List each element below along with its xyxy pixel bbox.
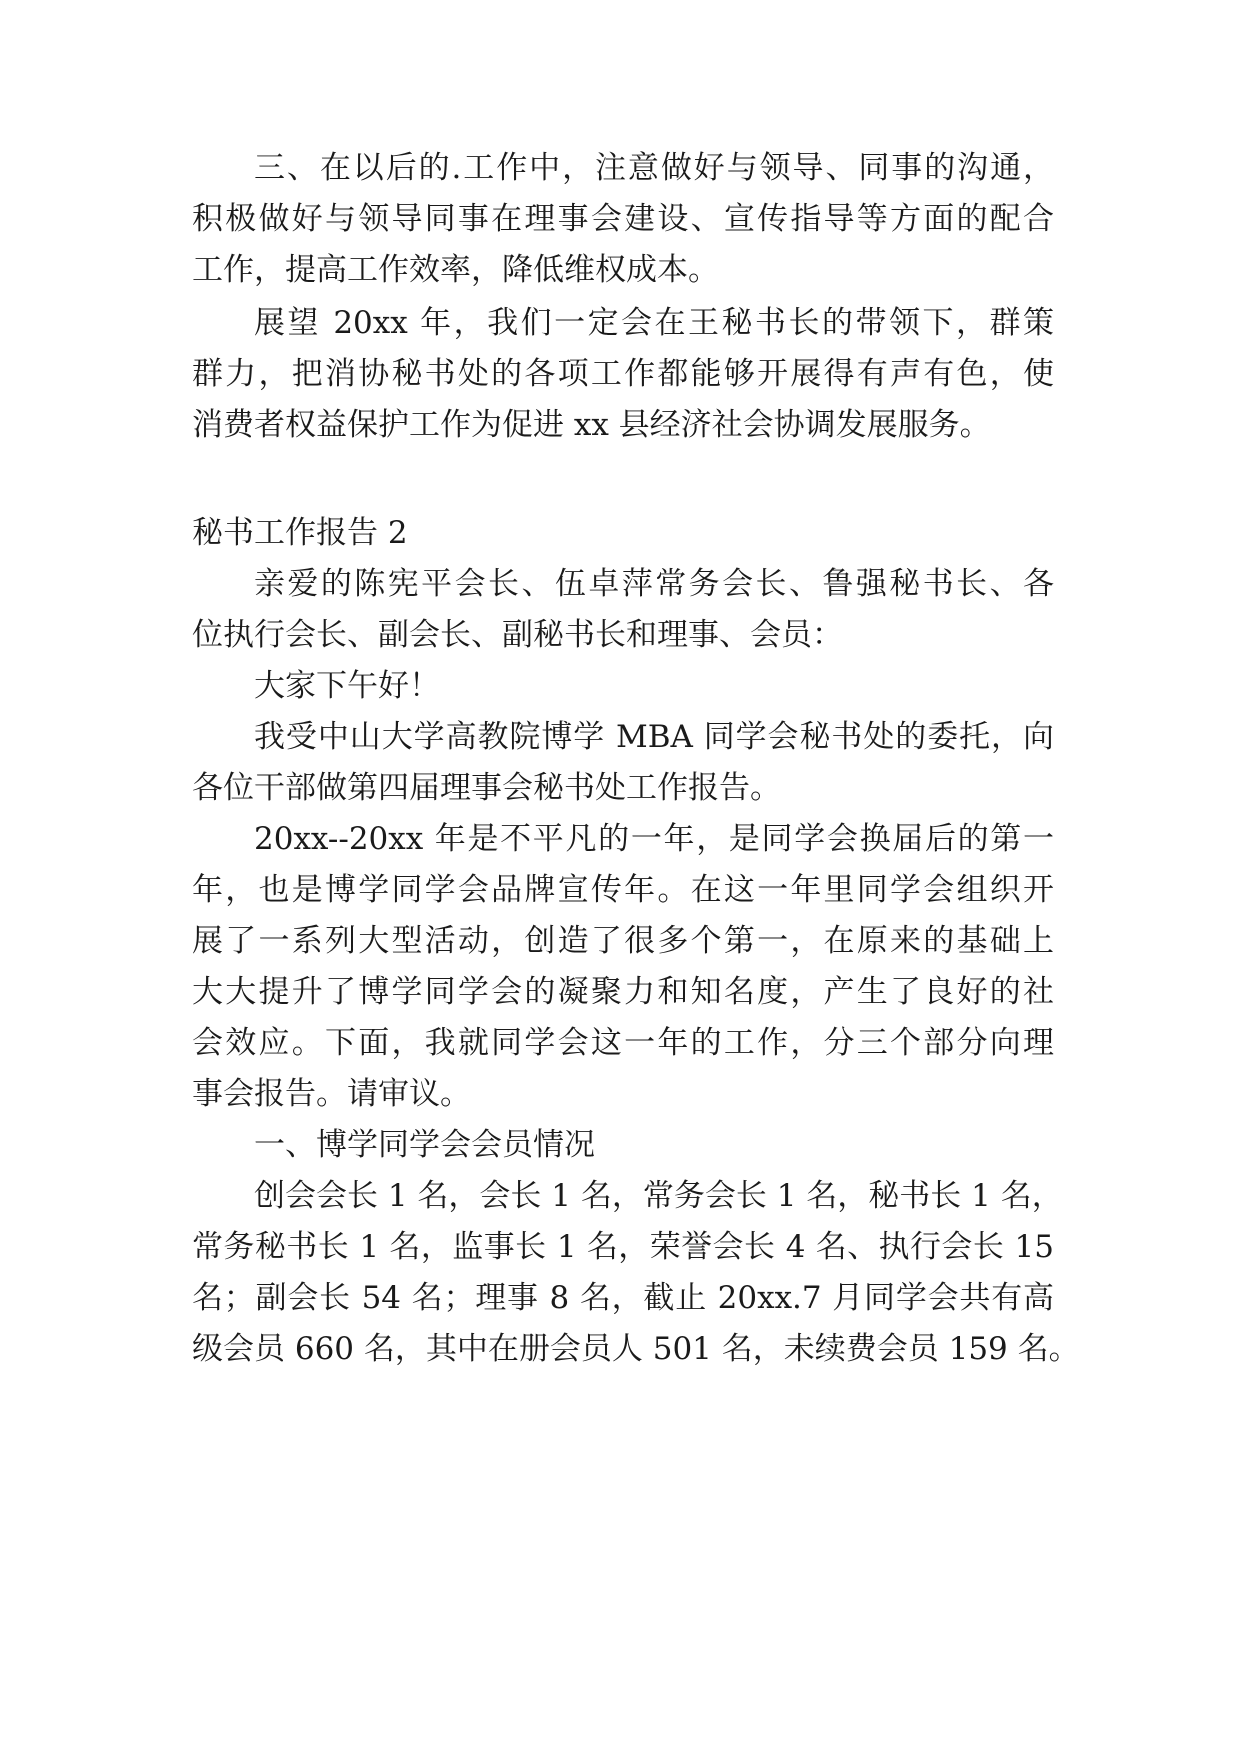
paragraph-line: 展望 20xx 年，我们一定会在王秘书长的带领下，群策 [254,305,1054,341]
paragraph-line: 常务秘书长 1 名，监事长 1 名，荣誉会长 4 名、执行会长 15 [192,1229,1054,1265]
paragraph-line: 会效应。下面，我就同学会这一年的工作，分三个部分向理 [192,1025,1054,1061]
paragraph-line: 消费者权益保护工作为促进 xx 县经济社会协调发展服务。 [192,407,991,443]
paragraph-line: 三、在以后的.工作中，注意做好与领导、同事的沟通， [254,150,1054,186]
paragraph-line: 亲爱的陈宪平会长、伍卓萍常务会长、鲁强秘书长、各 [254,566,1054,602]
paragraph-line: 级会员 660 名，其中在册会员人 501 名，未续费会员 159 名。 [192,1331,1080,1367]
paragraph-line: 展了一系列大型活动，创造了很多个第一，在原来的基础上 [192,923,1054,959]
paragraph-line: 事会报告。请审议。 [192,1076,471,1112]
paragraph-line: 大大提升了博学同学会的凝聚力和知名度，产生了良好的社 [192,974,1054,1010]
paragraph-line: 各位干部做第四届理事会秘书处工作报告。 [192,770,781,806]
paragraph-line: 年，也是博学同学会品牌宣传年。在这一年里同学会组织开 [192,872,1054,908]
paragraph-line: 工作，提高工作效率，降低维权成本。 [192,252,719,288]
paragraph-line: 群力，把消协秘书处的各项工作都能够开展得有声有色，使 [192,356,1054,392]
paragraph-line: 20xx--20xx 年是不平凡的一年，是同学会换届后的第一 [254,821,1054,857]
section-title: 秘书工作报告 2 [192,515,408,551]
section-heading: 一、博学同学会会员情况 [254,1127,595,1163]
paragraph-line: 位执行会长、副会长、副秘书长和理事、会员： [192,617,843,653]
salutation: 大家下午好！ [254,668,440,704]
paragraph-line: 积极做好与领导同事在理事会建设、宣传指导等方面的配合 [192,201,1054,237]
paragraph-line: 名；副会长 54 名；理事 8 名，截止 20xx.7 月同学会共有高 [192,1280,1054,1316]
paragraph-line: 创会会长 1 名，会长 1 名，常务会长 1 名，秘书长 1 名， [254,1178,1063,1214]
paragraph-line: 我受中山大学高教院博学 MBA 同学会秘书处的委托，向 [254,719,1054,755]
